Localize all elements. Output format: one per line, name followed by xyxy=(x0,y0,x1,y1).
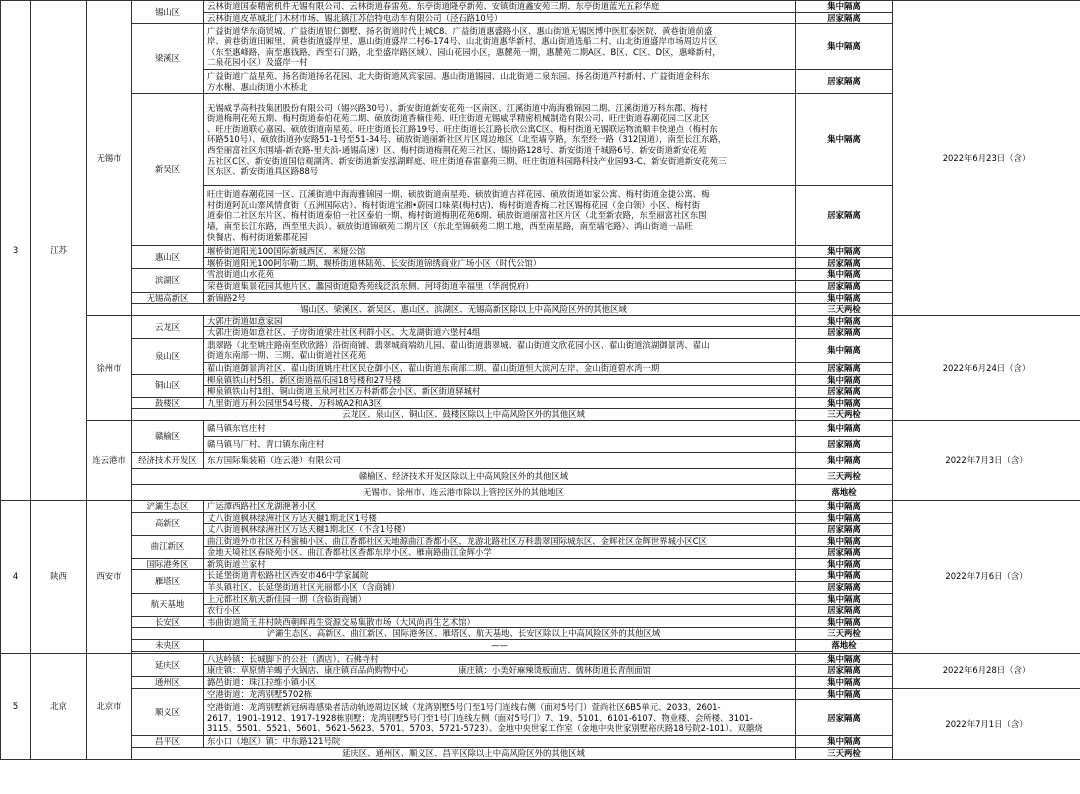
area-detail: 羊头镇社区、长延堡街道社区光丽都小区（含商铺） xyxy=(204,582,796,594)
control-level: 集中隔离 xyxy=(796,500,893,512)
control-level: 集中隔离 xyxy=(796,616,893,628)
area-detail: 广运潭西路社区龙湖滟著小区 xyxy=(204,500,796,512)
control-level: 落地检 xyxy=(796,484,893,500)
city-cell: 北京市 xyxy=(87,653,132,759)
control-level: 居家隔离 xyxy=(796,12,893,24)
area-detail: 堰桥街道阳光100阿尔勒二期、堰桥街道林陆苑、长安街道锦绣商业广场小区（时代公馆） xyxy=(204,257,796,269)
area-detail: 荣巷街道集景花园其他片区、蠡园街道隐秀苑线泛浜东侧、河埒街道幸福里（华润悦府） xyxy=(204,280,796,292)
control-level: 集中隔离 xyxy=(796,535,893,547)
control-level: 居家隔离 xyxy=(796,524,893,536)
area-detail: 广益街道华东商贸城、广益街道银仁御墅、扬名街道时代上城C8、广益街道惠盛路小区、惠山街道无锡医博中医肛泰医院、黄巷街道前盛 岸、黄巷街道田厢里、黄巷街道盛岸里、惠山街道盛岸二村6-174号、山北街道惠华新村、惠山街道选船二村、山北街道盛岸市场周边片区 （东至惠峰路，南至惠钱路，西至石门路，北至盛岸路区域）、园山花园小区，惠麓苑一期，惠麓苑二期A区、B区、C区、D区，惠峰新村， 二泉花园小区）及盛岸一村 xyxy=(204,24,796,70)
area-detail: 云林街道国泰精密机件无锡有限公司、云林街道春雷苑、东亭街道隆亭新苑、安镇街道鑫安苑三期、东亭街道蓝光五彩华庭 xyxy=(204,1,796,13)
district-cell: 铜山区 xyxy=(132,374,204,397)
area-detail: 赣马镇马厂村、青口镇东南庄村 xyxy=(204,436,796,452)
area-detail: 无锡威孚高科技集团股份有限公司（锡兴路30号）、新安街道新安花苑一区南区、江溪街道中海海雅锦园二期、江溪街道万科东郡、梅村 街道梅荆花苑五期、梅村街道泰伯花苑二期、硕放街道香楠佳苑、旺庄街道无锡威孚精密机械制造有限公司、旺庄街道春潮花园二区北区 、旺庄街道联心嘉园、硕放街道南星苑、旺庄街道长江路19号、旺庄街道长江路长欣公寓C区、梅村街道无锡联运物流顺丰快递点（梅村东 环路510号）、硕放街道孙安路51-1号至51-34号、硕放街道丽新社区片区周边地区（北至墙亨路，东至经一路（312国道），南至长江东路， 西至丽富社区东围墙-新农路-里夫浜-通锡高速）区、梅村街道梅荆花苑三社区、锡协路128号、新安街道千城路6号、新安街道新安花苑 五社区C区、新安街道国信观湖湾、新安街道新安泓湖畔庭、旺庄街道春雷嘉苑三期、旺庄街道科园路科技产业园93-C、新安街道新安花苑三 区东区、新安街道具区路88号 xyxy=(204,94,796,186)
district-cell: 新吴区 xyxy=(132,94,204,246)
area-detail: 新筑街道兰家村 xyxy=(204,558,796,570)
area-detail: 赣马镇东官庄村 xyxy=(204,420,796,436)
control-level: 集中隔离 xyxy=(796,24,893,70)
district-cell: 浐灞生态区 xyxy=(132,500,204,512)
area-detail: 潞邑街道：珠江拉维小镇小区 xyxy=(204,677,796,689)
city-cell: 徐州市 xyxy=(87,315,132,420)
area-detail: 金地天境社区春晓苑小区、曲江香都社区香都东岸小区、雁南路曲江金辉小学 xyxy=(204,547,796,559)
control-level: 集中隔离 xyxy=(796,374,893,386)
area-detail: 农行小区 xyxy=(204,605,796,617)
district-cell: 泉山区 xyxy=(132,338,204,374)
control-level: 集中隔离 xyxy=(796,338,893,362)
start-date: 2022年6月28日（含） xyxy=(893,653,1080,688)
control-level: 集中隔离 xyxy=(796,677,893,689)
area-detail: 上元都社区航天新佳园一期（含临街商铺） xyxy=(204,593,796,605)
control-level: 集中隔离 xyxy=(796,420,893,436)
district-cell: 航天基地 xyxy=(132,593,204,616)
area-detail: 丈八街道枫林绿洲社区万达天樾1期北区（不含1号楼） xyxy=(204,524,796,536)
province-cell: 北京 xyxy=(31,653,87,759)
area-detail: 康庄镇：草原情羊蝎子火锅店、康庄镇百品尚购物中心 康庄镇：小美好麻辣烫板面店、儒林街道长青削面馆 xyxy=(204,665,796,677)
control-level: 居家隔离 xyxy=(796,362,893,374)
start-date: 2022年7月3日（含） xyxy=(893,420,1080,500)
area-detail: 云林街道皮革城北门木材市场、锡北镇江苏信特电动车有限公司（泾石路10号） xyxy=(204,12,796,24)
control-level: 居家隔离 xyxy=(796,605,893,617)
district-cell: 延庆区 xyxy=(132,653,204,677)
district-cell: 赣榆区 xyxy=(132,420,204,452)
district-cell: 未央区 xyxy=(132,640,204,652)
control-level: 居家隔离 xyxy=(796,547,893,559)
control-level: 居家隔离 xyxy=(796,665,893,677)
control-level: 集中隔离 xyxy=(796,558,893,570)
control-level: 三天两检 xyxy=(796,628,893,640)
area-detail: 翟山街道御景湾社区、翟山街道姚庄社区民仓御小区、翟山街道东南部二期、翟山街道恒大滨河左岸、金山街道碧水湾一期 xyxy=(204,362,796,374)
area-detail: 东方国际集装箱（连云港）有限公司 xyxy=(204,452,796,468)
district-cell: 鼓楼区 xyxy=(132,397,204,409)
control-level: 集中隔离 xyxy=(796,512,893,524)
district-cell: 惠山区 xyxy=(132,246,204,269)
row-number: 4 xyxy=(1,500,31,653)
start-date: 2022年7月6日（含） xyxy=(893,500,1080,653)
district-cell: 曲江新区 xyxy=(132,535,204,558)
district-cell: 经济技术开发区 xyxy=(132,452,204,468)
area-detail: 翡翠路（北至姚庄路南至欣欣路）沿街商铺、翡翠城商端幼儿园、翟山街道翡翠城、翟山街道文欣花园小区、翟山街道滨湖御景湾、翟山 街道东南部一期、三期、翟山街道社区花苑 xyxy=(204,338,796,362)
control-level: 落地检 xyxy=(796,640,893,652)
area-detail: 长延堡街道青松路社区西安市46中学家属院 xyxy=(204,570,796,582)
summary-area: 锡山区、梁溪区、新吴区、惠山区、滨湖区、无锡高新区除以上中高风险区外的其他区域 xyxy=(132,304,796,316)
area-detail: 八达岭镇：长城脚下的公社（酒店）、石佛寺村 xyxy=(204,653,796,665)
start-date: 2022年6月23日（含） xyxy=(893,1,1080,316)
district-cell: 雁塔区 xyxy=(132,570,204,593)
control-level: 集中隔离 xyxy=(796,653,893,665)
control-level: 居家隔离 xyxy=(796,70,893,94)
district-cell: 无锡高新区 xyxy=(132,292,204,304)
area-detail: 柳泉镇铁山村1组、铜山街道玉泉河社区万科新都会小区、新区街道驿城村 xyxy=(204,386,796,398)
district-cell: 国际港务区 xyxy=(132,558,204,570)
control-level: 集中隔离 xyxy=(796,736,893,748)
control-level: 集中隔离 xyxy=(796,269,893,281)
area-detail: 空港街道：龙湾别墅5702栋 xyxy=(204,688,796,700)
control-level: 三天两检 xyxy=(796,468,893,484)
district-cell: 梁溪区 xyxy=(132,24,204,94)
control-level: 集中隔离 xyxy=(796,570,893,582)
area-detail: 东小口（地区）镇：中东路121号院 xyxy=(204,736,796,748)
control-level: 居家隔离 xyxy=(796,186,893,246)
control-level: 集中隔离 xyxy=(796,1,893,13)
area-detail: 九里街道万科公园里54号楼、万科城A2和A3区 xyxy=(204,397,796,409)
control-level: 集中隔离 xyxy=(796,688,893,700)
control-level: 集中隔离 xyxy=(796,452,893,468)
area-detail: 广益街道广益星苑、扬名街道扬名花园、北大街街道风宾家园、惠山街道锡园、山北街道二泉东园、扬名街道芦村新村、广益街道金科东 方水榭、惠山街道小木桥北 xyxy=(204,70,796,94)
city-cell: 连云港市 xyxy=(87,420,132,500)
summary-area: 云龙区、泉山区、铜山区、鼓楼区除以上中高风险区外的其他区域 xyxy=(132,409,796,421)
district-cell: 滨湖区 xyxy=(132,269,204,292)
area-detail: 大郭庄街道如意家园 xyxy=(204,315,796,327)
area-detail: 空港街道：龙湾别墅新冠病毒感染者活动轨迹周边区域（龙湾别墅5号门至1号门连线右侧（面对5号门）萱尚社区6B5单元、2033、2601- 2617、1901-1912、1917-1928栋别墅；龙湾别墅5号门至1号门连线左侧（面对5号门）7、19、5101、6101-6107、物业楼、会所楼、3101- 3115、5501、5521、5601、5621-5623、5701、5703、5721-5723）、金地中央世家工作室（金地中央世家别墅裕庆路18号院2-101）、双囍烧 xyxy=(204,700,796,736)
area-detail: 大郭庄街道如意社区、子房街道梁庄社区利群小区、大龙湖街道六堡村4组 xyxy=(204,327,796,339)
control-level: 居家隔离 xyxy=(796,280,893,292)
control-level: 居家隔离 xyxy=(796,386,893,398)
area-detail: 旺庄街道春潮花园一区、江溪街道中海海雅锦园一期、硕放街道南星苑、硕放街道吉祥花园、硕放街道如家公寓、梅村街道金捷公寓、梅 村街道阿瓦山寨风情食街（五洲国际店）、梅村街道宝湘•蔚园口味菜(梅村店)、梅村街道香梅二社区锡梅花园（金白领）小区、梅村街 道泰伯二社区东片区、梅村街道泰伯一社区泰伯一期、梅村街道梅荆花苑6期、硕放街道丽富社区片区（北至新农路，东至丽富社区东围 墙，南至长江东路，西至里夫浜）、硕放街道锦硕苑二期片区（东北至锦硕苑二期工地，西至南星路，南至墙宅路）、鸿山街道一品旺 快餐店、梅村街道紫郡花园 xyxy=(204,186,796,246)
summary-area: 无锡市、徐州市、连云港市除以上管控区外的其他地区 xyxy=(132,484,796,500)
control-level: 集中隔离 xyxy=(796,397,893,409)
control-level: 居家隔离 xyxy=(796,436,893,452)
district-cell: 长安区 xyxy=(132,616,204,628)
control-level: 居家隔离 xyxy=(796,327,893,339)
control-level: 集中隔离 xyxy=(796,292,893,304)
start-date: 2022年6月24日（含） xyxy=(893,315,1080,420)
district-cell: 顺义区 xyxy=(132,688,204,736)
control-level: 居家隔离 xyxy=(796,700,893,736)
control-level: 集中隔离 xyxy=(796,315,893,327)
control-level: 居家隔离 xyxy=(796,257,893,269)
city-cell: 无锡市 xyxy=(87,1,132,316)
control-level: 三天两检 xyxy=(796,304,893,316)
control-level: 居家隔离 xyxy=(796,582,893,594)
control-level: 集中隔离 xyxy=(796,94,893,186)
district-cell: 昌平区 xyxy=(132,736,204,748)
control-level: 集中隔离 xyxy=(796,593,893,605)
area-detail: 柳泉镇铁山村5组、新区街道福乐园18号楼和27号楼 xyxy=(204,374,796,386)
province-cell: 陕西 xyxy=(31,500,87,653)
city-cell: 西安市 xyxy=(87,500,132,653)
area-detail: 新锦路2号 xyxy=(204,292,796,304)
control-level: 三天两检 xyxy=(796,748,893,760)
area-detail: 雪浪街道山水花苑 xyxy=(204,269,796,281)
area-detail: 堰桥街道阳光100国际新城西区、米娅公馆 xyxy=(204,246,796,258)
row-number: 3 xyxy=(1,1,31,501)
province-cell: 江苏 xyxy=(31,1,87,501)
control-level: 集中隔离 xyxy=(796,246,893,258)
district-cell: 通州区 xyxy=(132,677,204,689)
district-cell: 锡山区 xyxy=(132,1,204,24)
summary-area: 浐灞生态区、高新区、曲江新区、国际港务区、雁塔区、航天基地、长安区除以上中高风险区外的其他区域 xyxy=(132,628,796,640)
area-detail: 丈八街道枫林绿洲社区万达天樾1期北区1号楼 xyxy=(204,512,796,524)
district-cell: 高新区 xyxy=(132,512,204,535)
summary-area: 赣榆区、经济技术开发区除以上中高风险区外的其他区域 xyxy=(132,468,796,484)
row-number: 5 xyxy=(1,653,31,759)
control-level: 三天两检 xyxy=(796,409,893,421)
district-cell: 云龙区 xyxy=(132,315,204,338)
area-detail: —— xyxy=(204,640,796,652)
start-date: 2022年7月1日（含） xyxy=(893,688,1080,759)
area-detail: 曲江街道外市社区万科蜜柚小区、曲江香都社区天地源曲江香都小区、龙游北路社区万科翡翠国际城东区、金辉社区金辉世界城小区C区 xyxy=(204,535,796,547)
summary-area: 延庆区、通州区、顺义区、昌平区除以上中高风险区外的其他区域 xyxy=(132,748,796,760)
area-detail: 韦曲街道简王井村陕西朝晖再生资源交易集散市场（大风尚再生艺术馆） xyxy=(204,616,796,628)
